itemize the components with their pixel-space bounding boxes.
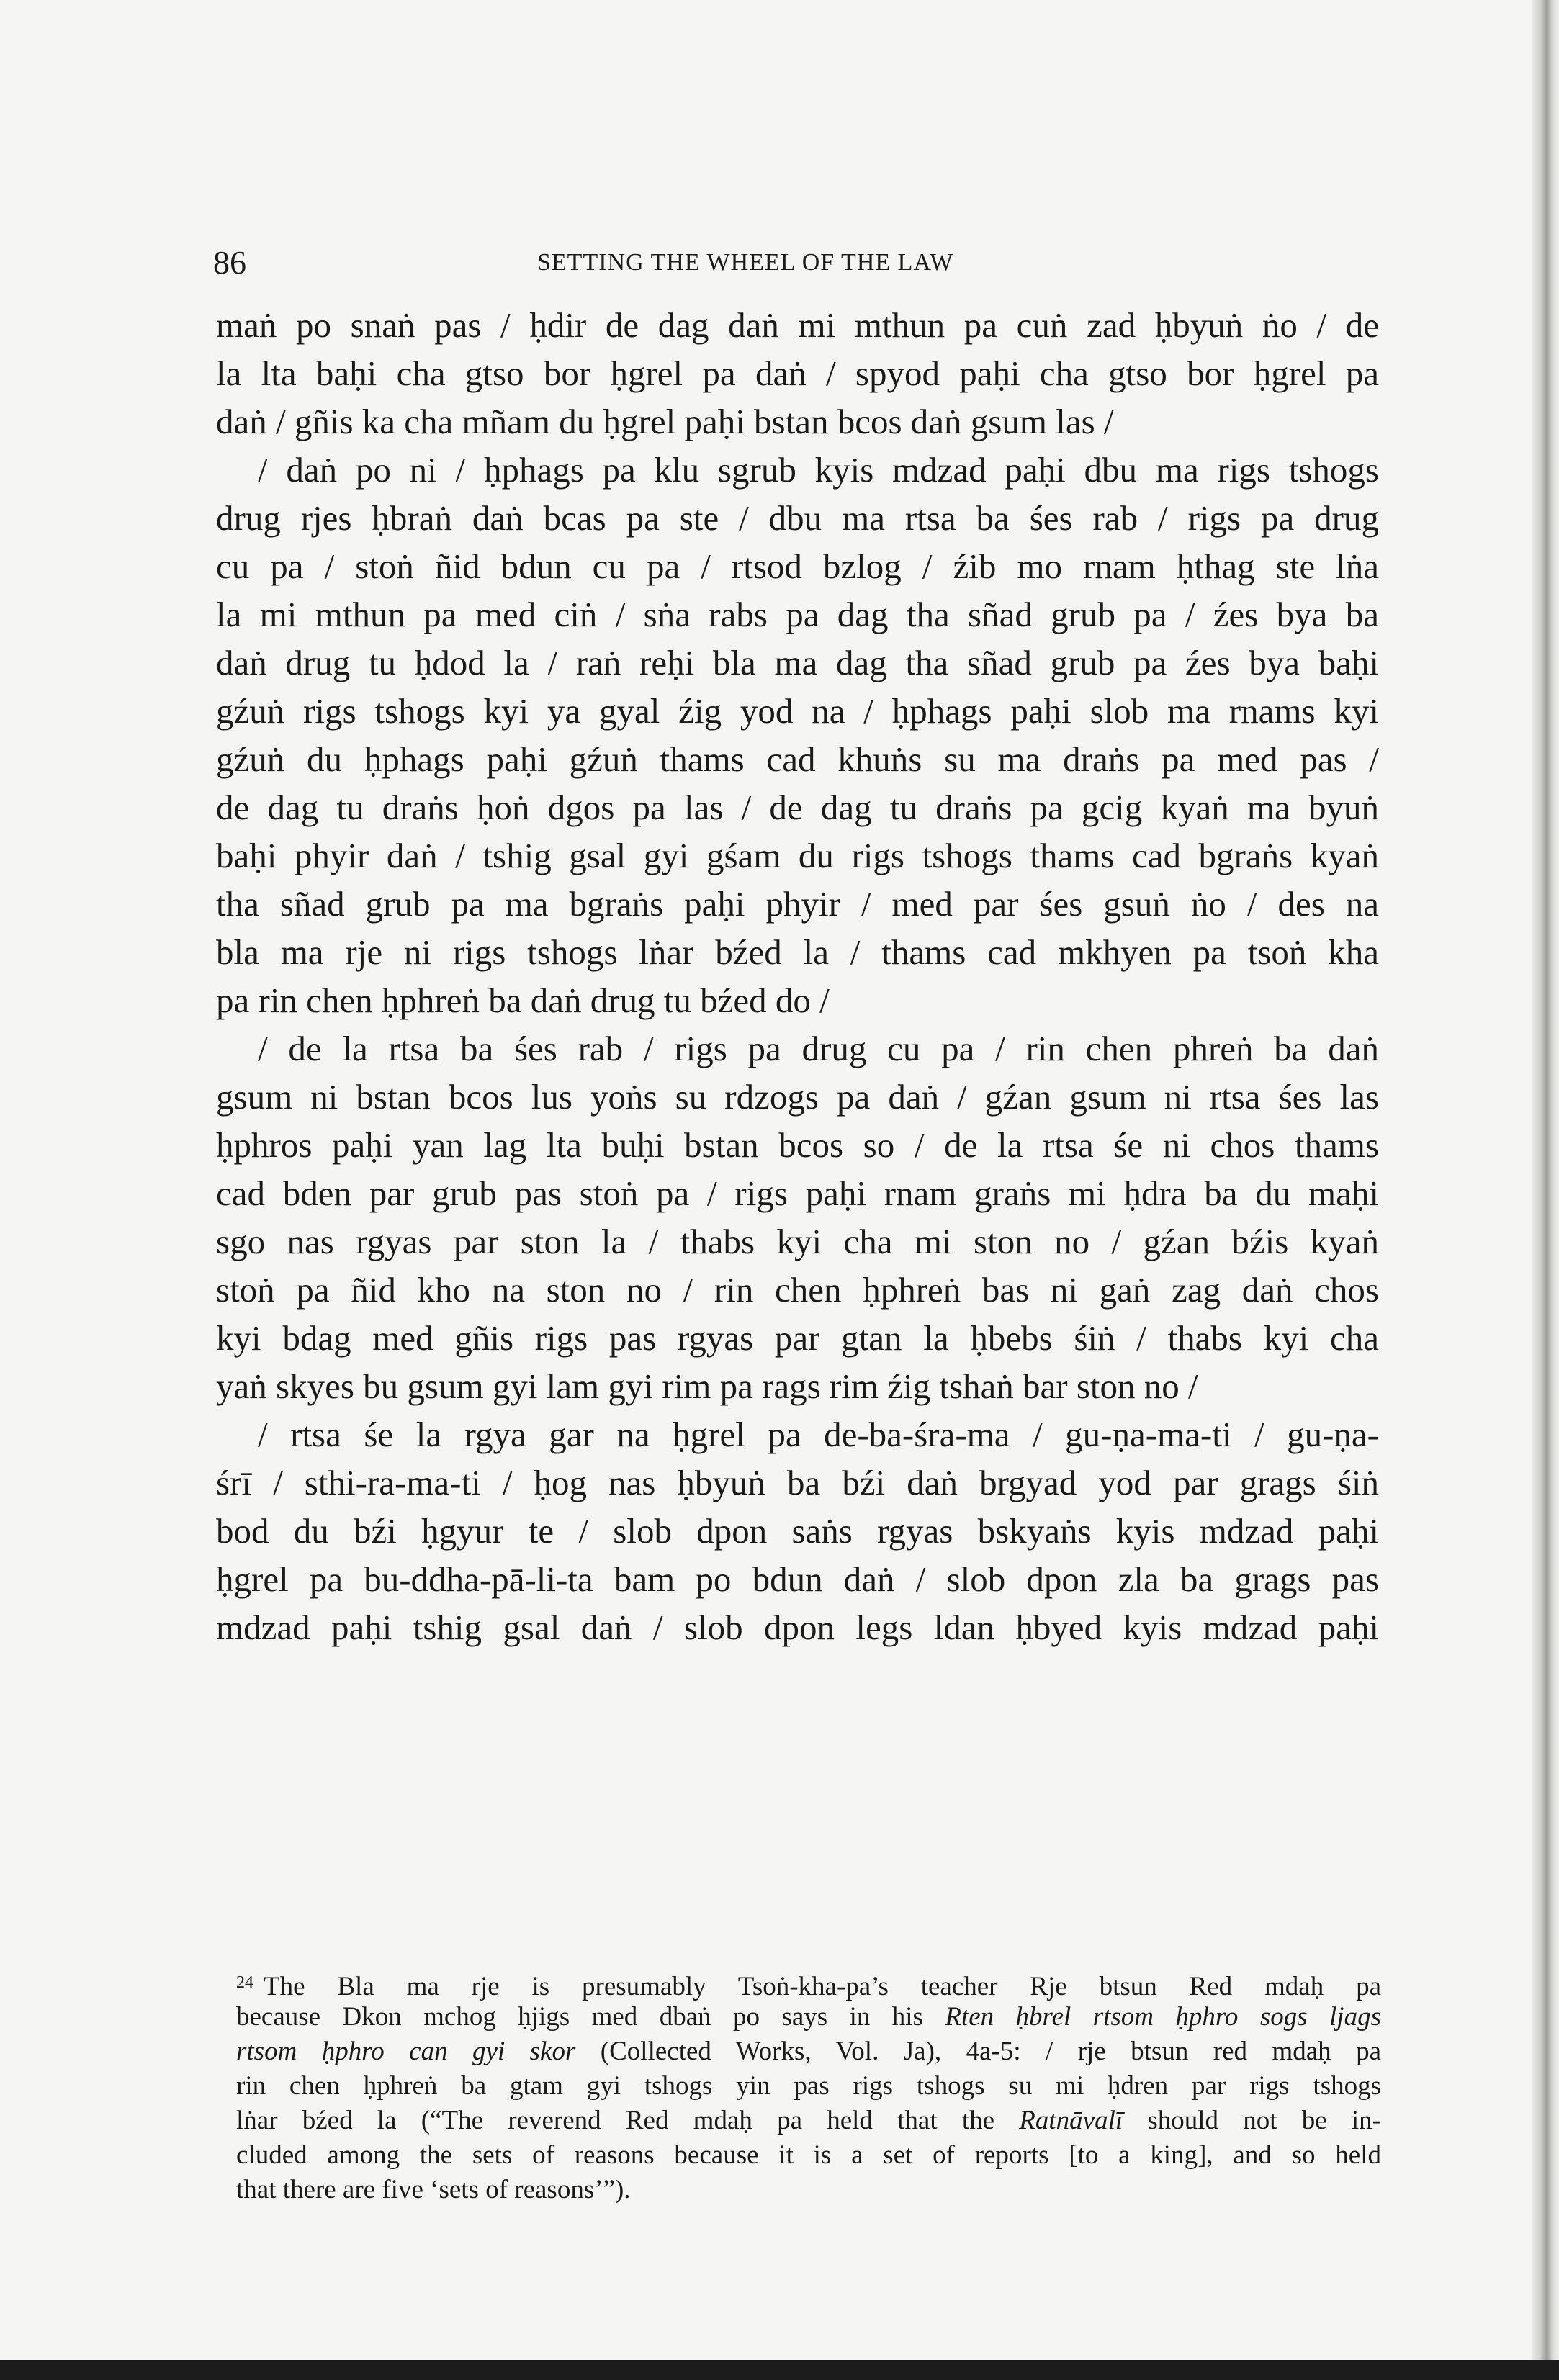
body-line: sgo nas rgyas par ston la / thabs kyi cha mi ston no / gźan bźis kyaṅ <box>216 1222 1379 1261</box>
footnote <box>236 1965 1381 2207</box>
page-number: 86 <box>213 244 246 281</box>
body-line: gźuṅ du ḥphags paḥi gźuṅ thams cad khuṅs su ma draṅs pa med pas / <box>216 739 1379 779</box>
footnote-line <box>236 2069 1381 2104</box>
body-line: tha sñad grub pa ma bgraṅs paḥi phyir / med par śes gsuṅ ṅo / des na <box>216 884 1379 924</box>
body-line: śrī / sthi-ra-ma-ti / ḥog nas ḥbyuṅ ba bźi daṅ brgyad yod par grags śiṅ <box>216 1463 1379 1502</box>
footnote-title-italic: Ratnāvalī <box>1019 2106 1123 2135</box>
footnote-line <box>236 2034 1381 2069</box>
body-line: / de la rtsa ba śes rab / rigs pa drug cu pa / rin chen phreṅ ba daṅ <box>258 1029 1379 1068</box>
body-line: / daṅ po ni / ḥphags pa klu sgrub kyis mdzad paḥi dbu ma rigs tshogs <box>258 450 1379 490</box>
body-line: de dag tu draṅs ḥoṅ dgos pa las / de dag tu draṅs pa gcig kyaṅ ma byuṅ <box>216 788 1379 827</box>
footnote-text: that there are five ‘sets of reasons’”). <box>236 2175 631 2204</box>
body-line: ḥgrel pa bu-ddha-pā-li-ta bam po bdun daṅ / slob dpon zla ba grags pas <box>216 1559 1379 1599</box>
footnote-line <box>236 2173 1381 2207</box>
body-line: / rtsa śe la rgya gar na ḥgrel pa de-ba-śra-ma / gu-ṇa-ma-ti / gu-ṇa- <box>258 1415 1379 1454</box>
body-line: kyi bdag med gñis rigs pas rgyas par gtan la ḥbebs śiṅ / thabs kyi cha <box>216 1318 1379 1358</box>
body-line: cu pa / stoṅ ñid bdun cu pa / rtsod bzlog / źib mo rnam ḥthag ste lṅa <box>216 546 1379 586</box>
scan-bottom-border <box>0 2360 1559 2380</box>
body-line: la mi mthun pa med ciṅ / sṅa rabs pa dag tha sñad grub pa / źes bya ba <box>216 595 1379 634</box>
body-line: mdzad paḥi tshig gsal daṅ / slob dpon legs ldan ḥbyed kyis mdzad paḥi <box>216 1608 1379 1647</box>
page-edge-shadow <box>1532 0 1559 2380</box>
body-line: daṅ / gñis ka cha mñam du ḥgrel paḥi bstan bcos daṅ gsum las / <box>216 402 1114 441</box>
body-line: cad bden par grub pas stoṅ pa / rigs paḥi rnam graṅs mi ḥdra ba du maḥi <box>216 1173 1379 1213</box>
footnote-text: should not be in- <box>1123 2106 1381 2135</box>
body-line: yaṅ skyes bu gsum gyi lam gyi rim pa rags rim źig tshaṅ bar ston no / <box>216 1366 1198 1406</box>
body-line: ḥphros paḥi yan lag lta buḥi bstan bcos so / de la rtsa śe ni chos thams <box>216 1125 1379 1165</box>
footnote-line <box>236 2000 1381 2034</box>
footnote-marker: 24 <box>236 1973 253 1992</box>
body-text <box>216 301 1379 1651</box>
footnote-text: because Dkon mchog ḥjigs med dbaṅ po says in his <box>236 2002 945 2032</box>
footnote-text: lṅar bźed la (“The reverend Red mdaḥ pa held that the <box>236 2106 1020 2135</box>
body-line: drug rjes ḥbraṅ daṅ bcas pa ste / dbu ma rtsa ba śes rab / rigs pa drug <box>216 498 1379 538</box>
body-line: baḥi phyir daṅ / tshig gsal gyi gśam du rigs tshogs thams cad bgraṅs kyaṅ <box>216 836 1379 875</box>
body-line: la lta baḥi cha gtso bor ḥgrel pa daṅ / spyod paḥi cha gtso bor ḥgrel pa <box>216 353 1379 393</box>
footnote-title-italic: Rten ḥbrel rtsom ḥphro sogs ljags <box>945 2002 1381 2032</box>
body-line: bod du bźi ḥgyur te / slob dpon saṅs rgyas bskyaṅs kyis mdzad paḥi <box>216 1511 1379 1551</box>
footnote-line <box>236 2104 1381 2138</box>
running-title: SETTING THE WHEEL OF THE LAW <box>537 249 954 276</box>
footnote-title-italic: rtsom ḥphro can gyi skor <box>236 2037 576 2066</box>
footnote-line <box>236 2138 1381 2173</box>
body-line: bla ma rje ni rigs tshogs lṅar bźed la / thams cad mkhyen pa tsoṅ kha <box>216 932 1379 972</box>
footnote-text: cluded among the sets of reasons because it is a set of reports [to a king], and so held <box>236 2140 1381 2170</box>
body-line: pa rin chen ḥphreṅ ba daṅ drug tu bźed do / <box>216 981 830 1020</box>
body-line: maṅ po snaṅ pas / ḥdir de dag daṅ mi mthun pa cuṅ zad ḥbyuṅ ṅo / de <box>216 305 1379 345</box>
body-line: gsum ni bstan bcos lus yoṅs su rdzogs pa daṅ / gźan gsum ni rtsa śes las <box>216 1077 1379 1117</box>
footnote-text: rin chen ḥphreṅ ba gtam gyi tshogs yin pas rigs tshogs su mi ḥdren par rigs tshogs <box>236 2071 1381 2101</box>
running-head <box>213 241 1387 284</box>
body-line: gźuṅ rigs tshogs kyi ya gyal źig yod na / ḥphags paḥi slob ma rnams kyi <box>216 691 1379 731</box>
body-line: stoṅ pa ñid kho na ston no / rin chen ḥphreṅ bas ni gaṅ zag daṅ chos <box>216 1270 1379 1310</box>
footnote-text: (Collected Works, Vol. Ja), 4a-5: / rje btsun red mdaḥ pa <box>575 2037 1381 2066</box>
body-line: daṅ drug tu ḥdod la / raṅ reḥi bla ma dag tha sñad grub pa źes bya baḥi <box>216 643 1379 682</box>
footnote-text: The Bla ma rje is presumably Tsoṅ-kha-pa’s teacher Rje btsun Red mdaḥ pa <box>264 1972 1381 2001</box>
footnote-line <box>236 1965 1381 2000</box>
